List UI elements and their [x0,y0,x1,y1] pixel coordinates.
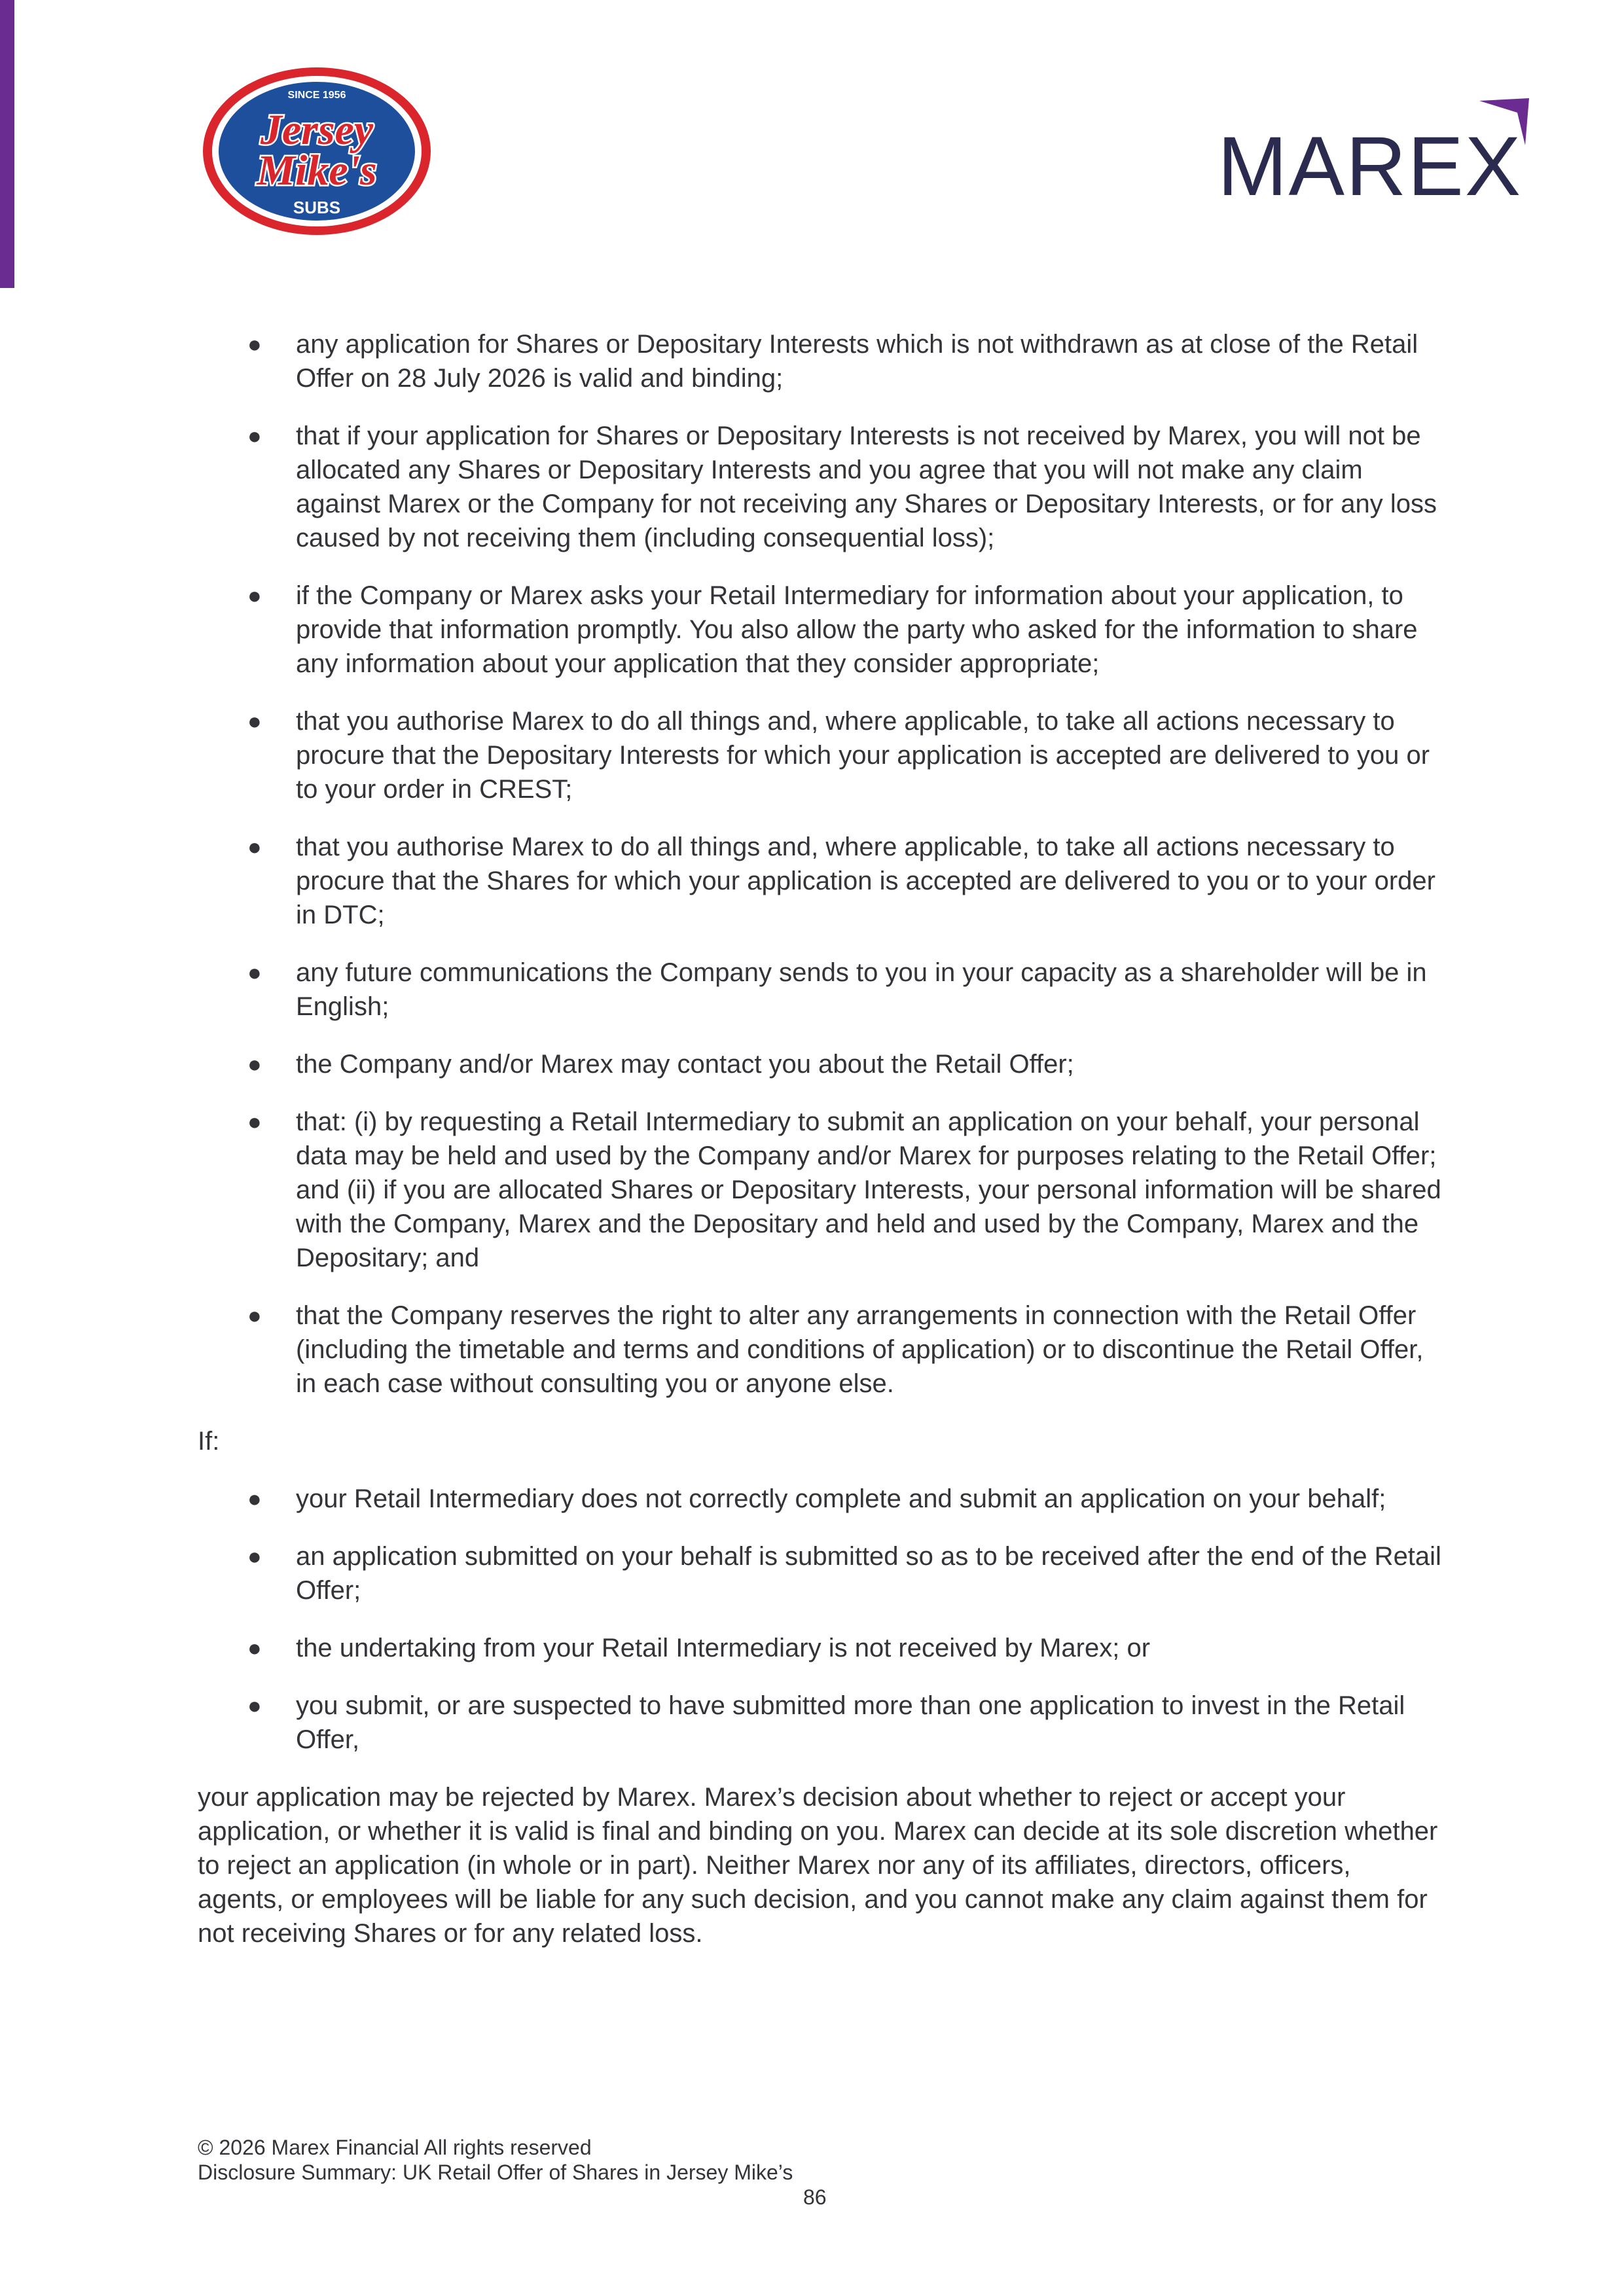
list-item: ● that: (i) by requesting a Retail Intermediary to submit an application on your behalf, your personal data may be held and used by the Company and/or Marex for purposes relating to the Retail Offer; and (ii) if you are allocated Shares or Depositary Interests, your personal information will be shared with the Company, Marex and the Depositary and held and used by the Company, Marex and the Depositary; and [198,1105,1441,1275]
bullet-icon: ● [247,582,262,609]
list-item: ● the Company and/or Marex may contact you about the Retail Offer; [198,1047,1441,1081]
jm-line1-text: Jersey [260,106,374,154]
bullet-icon: ● [247,331,262,357]
bullet-icon: ● [247,708,262,734]
list-item: ● the undertaking from your Retail Intermediary is not received by Marex; or [198,1631,1441,1665]
left-accent-bar [0,0,14,288]
footer-copyright: © 2026 Marex Financial All rights reserved [198,2136,592,2159]
bullet-icon: ● [247,1543,262,1570]
list-item: ● that you authorise Marex to do all things and, where applicable, to take all actions necessary to procure that the Shares for which your application is accepted are delivered to you or to your order in DTC; [198,830,1441,932]
bullet-icon: ● [247,1050,262,1077]
marex-logo [1218,98,1532,203]
if-label: If: [198,1427,220,1456]
list-item: ● any future communications the Company sends to you in your capacity as a shareholder will be in English; [198,956,1441,1024]
list-item: ● that if your application for Shares or Depositary Interests is not received by Marex, you will not be allocated any Shares or Depositary Interests and you agree that you will not make any claim against Marex or the Company for not receiving any Shares or Depositary Interests, or for any loss caused by not receiving them (including consequential loss); [198,419,1441,555]
marex-logo-text: MAREX [1218,120,1523,203]
bullet-icon: ● [247,1485,262,1512]
list-item: ● any application for Shares or Depositary Interests which is not withdrawn as at close of the Retail Offer on 28 July 2026 is valid and binding; [198,327,1441,395]
footer-doc-title: Disclosure Summary: UK Retail Offer of Shares in Jersey Mike’s [198,2161,793,2184]
closing-paragraph: your application may be rejected by Marex. Marex’s decision about whether to reject or accept your application, or whether it is valid is final and binding on you. Marex can decide at its sole discretion whether to reject an application (in whole or in part). Neither Marex nor any of its affiliates, directors, officers, agents, or employees will be liable for any such decision, and you cannot make any claim against them for not receiving Shares or for any related loss. [198,1783,1438,1948]
bullet-icon: ● [247,1692,262,1719]
list-item: ● an application submitted on your behalf is submitted so as to be received after the end of the Retail Offer; [198,1539,1441,1607]
bullet-icon: ● [247,1108,262,1135]
list-item: ● if the Company or Marex asks your Retail Intermediary for information about your application, to provide that information promptly. You also allow the party who asked for the information to share any information about your application that they consider appropriate; [198,579,1441,681]
page-number: 86 [803,2185,827,2209]
jersey-mikes-logo [200,65,433,237]
bullet-icon: ● [247,959,262,986]
rejection-conditions-list [198,1482,1441,1757]
bullet-icon: ● [247,422,262,449]
list-item: ● that the Company reserves the right to alter any arrangements in connection with the Retail Offer (including the timetable and terms and conditions of application) or to discontinue the Retail Offer, in each case without consulting you or anyone else. [198,1299,1441,1401]
list-item: ● that you authorise Marex to do all things and, where applicable, to take all actions necessary to procure that the Depositary Interests for which your application is accepted are delivered to you or to your order in CREST; [198,704,1441,806]
document-body [198,327,1441,1974]
bullet-icon: ● [247,1634,262,1661]
bullet-icon: ● [247,833,262,860]
list-item: ● you submit, or are suspected to have submitted more than one application to invest in the Retail Offer, [198,1689,1441,1757]
page-footer [198,2135,827,2209]
jm-line2-text: Mike's [257,147,377,194]
jm-since-text: SINCE 1956 [287,90,346,101]
conditions-list [198,327,1441,1401]
bullet-icon: ● [247,1302,262,1329]
list-item: ● your Retail Intermediary does not correctly complete and submit an application on your behalf; [198,1482,1441,1516]
jm-subs-text: SUBS [293,198,341,217]
